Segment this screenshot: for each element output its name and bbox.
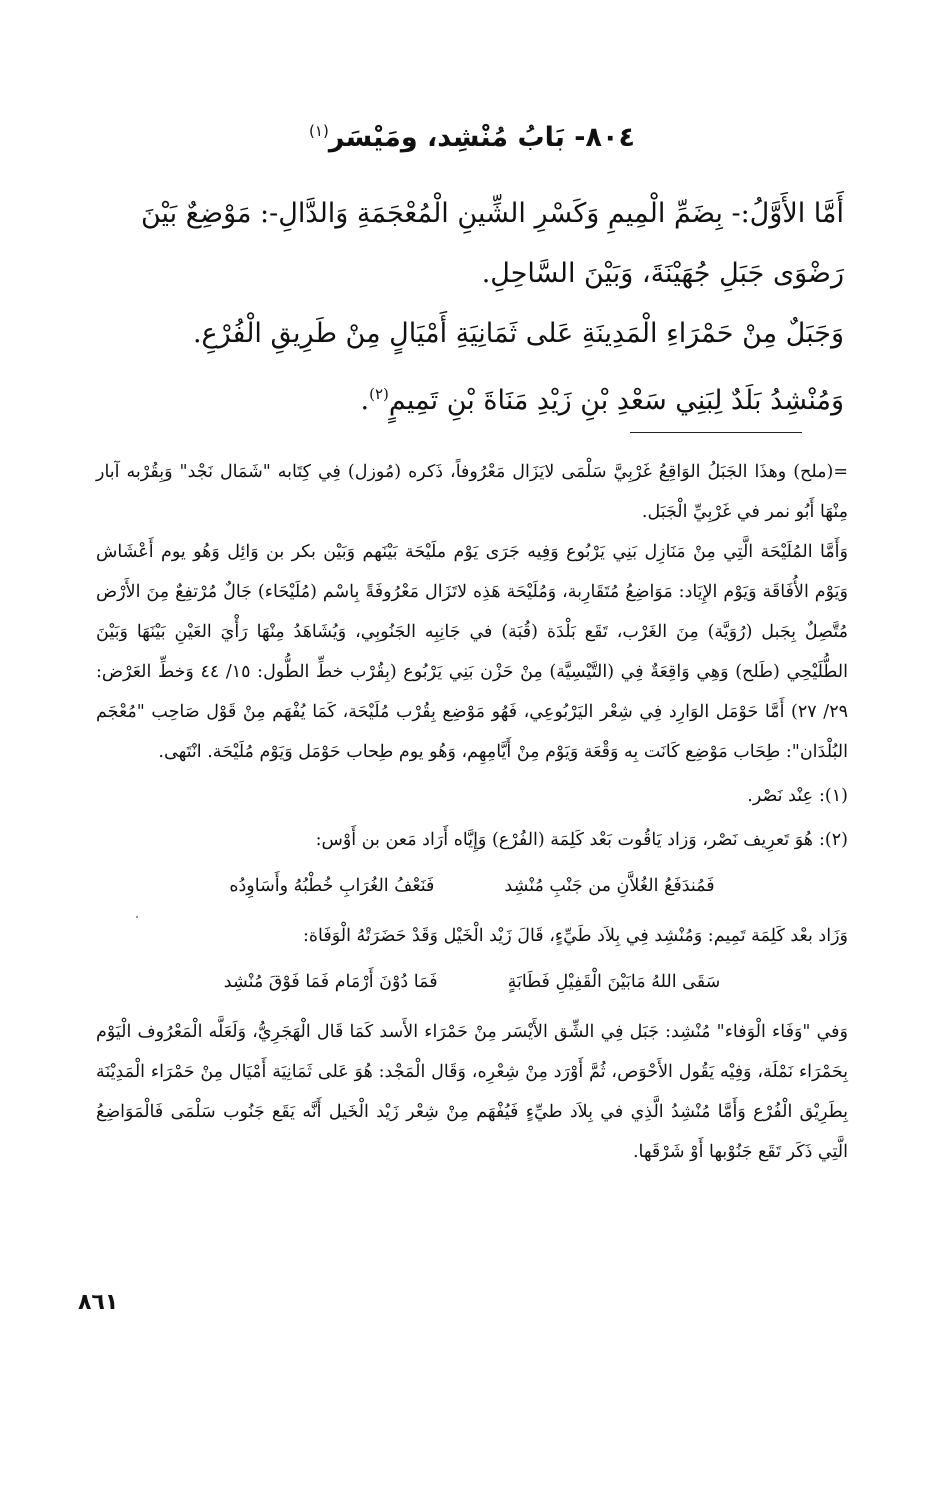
footnote-paragraph: وَأَمَّا المُلَيْحَة الَّتِي مِنْ مَنَازِل بَنِي يَرْبُوع وَفِيه جَرَى يَوْم ملَيْحَة بَيْنَهم وَبَيْن بكر بن وَائِل وَهُو يوم أَعْشَاش وَيَوْم الأُفَاقَة وَيَوْم الإِيَاد: مَوَاضِعُ مُتَقَارِبة، وَمُلَيْحَة هَذِه لاتَزَال مَعْرُوفَةً بِاسْم (مُلَيْحَاء) جَالٌ مُرْتفِعٌ مِنَ الأَرْض مُتَّصِلٌ بِجَبل (رُوَيَّة) مِنَ الغَرْب، تَقَع بَلْدَة (قُبَة) في جَانِبِه الجَنُوبِي، وَيُشَاهَدُ مِنْهَا رَأْيَ العَيْنِ بَيْنَهَا وَبَيْنَ الطُّلَيْحِي (طَلح) وَهِي وَاقِعَةٌ فِي (التَّيْسِيَّة) مِنْ حَزْن بَنِي يَرْبُوع (بِقُرْب خطِّ الطُّول: ١٥/ ٤٤ وَخطِّ العَرْض: ٢٩/ ٢٧) أَمَّا حَوْمَل الوَارِد فِي شِعْر اليَرْبُوعِي، فَهُو مَوْضِع بِقُرْب مُلَيْحَة، كَمَا يُفْهَم مِنْ قَوْل صَاحِب "مُعْجَم البُلْدَان": طِحَاب مَوْضِع كَانَت بِه وَقْعَة وَيَوْم مِنْ أَيَّامِهِم، وَهُو يوم طِحاب حَوْمَل وَيَوْم مُلَيْحَة. انْتَهى. xyxy=(96,542,848,762)
footnote-continuation: =(ملح) وهذَا الجَبَلُ الوَاقِعُ غَرْبِيَّ سَلْمَى لايَزَال مَعْرُوفاً، ذَكره (مُوزل) فِي كِتَابه "شَمَال نَجْد" وَبِقُرْبه آبار مِنْهَا أَبُو نمر في غَرْبِيِّ الْجَبَل. xyxy=(96,462,848,522)
main-paragraph-2: وَجَبَلٌ مِنْ حَمْرَاءِ الْمَدِينَةِ عَلى ثَمَانِيَةِ أَمْيَالٍ مِنْ طَرِيقِ الْفُرْعِ. xyxy=(192,318,844,349)
main-text xyxy=(96,184,844,431)
footnote-2 xyxy=(96,820,848,860)
footnote-2-label: (٢): xyxy=(819,830,848,850)
main-paragraph-1: أَمَّا الأَوَّلُ:- بِضَمِّ الْمِيمِ وَكَسْرِ الشِّينِ الْمُعْجَمَةِ وَالدَّالِ-: مَوْضِعٌ بَيْنَ رَضْوَى جَبَلِ جُهَيْنَةَ، وَبَيْنَ السَّاحِلِ. xyxy=(140,198,844,289)
footnote-1-text: عِنْد نَصْر. xyxy=(747,786,814,806)
main-footnote-ref: (٢) xyxy=(369,385,389,403)
footnote-final-paragraph: وَفي "وَفَاء الْوَفاء" مُنْشِد: جَبَل فِي الشِّق الأَيْسَر مِنْ حَمْرَاء الأَسد كَمَا قَال الْهَجَرِيُّ، وَلَعَلَّه الْمَعْرُوف الْيَوْم بِحَمْرَاء نَمْلَة، وَفِيْه يَقُول الأَحْوَص، ثُمَّ أَوْرَد مِنْ شِعْرِه، وَقَال الْمَجْد: هُوَ عَلى ثَمَانِيَة أَمْيَال مِنْ حَمْرَاء الْمَدِيْنَة بِطَرِيْق الْفُرْع وَأَمَّا مُنْشِدُ الَّذِي في بِلاَد طيِّءٍ فَيُفْهَم مِنْ شِعْر زَيْد الْخَيل أَنَّه يَقَع جَنُوب سَلْمَى فَالْمَوَاضِعُ الَّتِي ذَكَر تَقَع جَنُوْبها أَوْ شَرْقَها. xyxy=(96,1022,848,1162)
verse-2 xyxy=(96,962,848,1002)
verse-2-first-hemistich: سَقَى اللهُ مَابَيْنَ الْقَفِيْلِ فَطَابَةٍ xyxy=(507,972,721,992)
scan-speck xyxy=(136,916,138,918)
page-number: ٨٦١ xyxy=(78,1290,119,1315)
footnote-2-continuation: وَزَاد بعْد كَلِمَة تَمِيم: وَمُنْشِد فِي بِلاَد طَيِّءٍ، قَالَ زَيْد الْخَيْل وَقَدْ حَضَرَتْهُ الْوَفَاة: xyxy=(302,926,848,946)
verse-2-second-hemistich: فَمَا دُوْنَ أَرْمَام فَمَا فَوْقَ مُنْشِد xyxy=(223,972,438,992)
chapter-heading-text: ٨٠٤- بَابُ مُنْشِد، ومَيْسَر xyxy=(328,122,635,153)
main-paragraph-3-end: . xyxy=(360,385,370,416)
chapter-heading xyxy=(0,122,944,153)
footnote-1 xyxy=(96,776,848,816)
footnote-2-text: هُوَ تَعرِيف نَصْر، وَزاد يَاقُوت بَعْد كَلِمَة (الفُرْع) وَإِيَّاه أَرَاد مَعن بن أَوْس: xyxy=(315,830,814,850)
footnote-separator xyxy=(630,432,802,433)
heading-footnote-ref: (١) xyxy=(309,122,329,140)
verse-1 xyxy=(96,866,848,906)
verse-1-second-hemistich: فَنَعْفُ الغُرَابِ خُطْبُهُ وأَسَاوِدُه xyxy=(229,876,435,896)
main-paragraph-3-text: وَمُنْشِدُ بَلَدٌ لِبَنِي سَعْدِ بْنِ زَيْدِ مَنَاةَ بْنِ تَمِيمٍ xyxy=(388,385,844,416)
footnote-1-label: (١): xyxy=(819,786,848,806)
footnotes xyxy=(96,452,848,1172)
main-paragraph-3 xyxy=(96,364,844,431)
verse-1-first-hemistich: فَمُندَفَعُ الغُلاَّنِ من جَنْبِ مُنْشِد xyxy=(504,876,715,896)
